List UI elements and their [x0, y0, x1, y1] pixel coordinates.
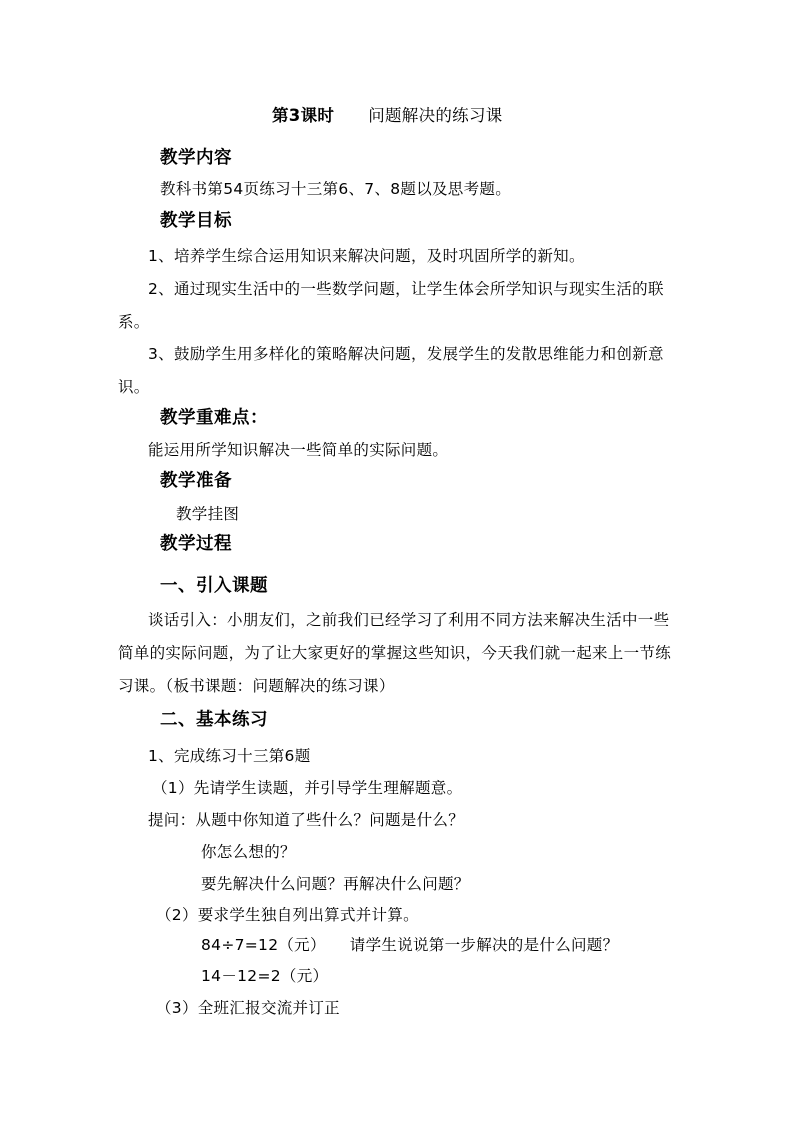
step-1: （1）先请学生读题，并引导学生理解题意。 — [152, 779, 463, 797]
calc-line-1 — [201, 935, 618, 955]
goals-heading: 教学目标 — [160, 211, 232, 231]
basic-heading: 二、基本练习 — [160, 710, 268, 730]
intro-line-2: 简单的实际问题，为了让大家更好的掌握这些知识，今天我们就一起来上一节练 — [118, 644, 672, 662]
calc-1-prompt: 请学生说说第一步解决的是什么问题？ — [349, 936, 619, 954]
calc-1: 84÷7=12（元） — [201, 936, 326, 954]
calc-2: 14－12=2（元） — [201, 967, 329, 985]
question-3: 要先解决什么问题？再解决什么问题？ — [201, 875, 470, 893]
goal-1: 1、培养学生综合运用知识来解决问题，及时巩固所学的新知。 — [148, 247, 585, 265]
lesson-number: 第3课时 — [272, 106, 335, 125]
goal-3-line-2: 识。 — [118, 378, 150, 396]
keypoints-heading: 教学重难点： — [160, 408, 268, 428]
goal-2-line-1: 2、通过现实生活中的一些数学问题，让学生体会所学知识与现实生活的联 — [148, 280, 664, 298]
prep-text: 教学挂图 — [176, 505, 240, 523]
exercise-1: 1、完成练习十三第6题 — [148, 747, 311, 765]
intro-heading: 一、引入课题 — [160, 576, 268, 596]
question-2: 你怎么想的？ — [201, 843, 296, 861]
content-text: 教科书第54页练习十三第6、7、8题以及思考题。 — [160, 180, 512, 198]
intro-line-1: 谈话引入：小朋友们，之前我们已经学习了利用不同方法来解决生活中一些 — [148, 611, 670, 629]
prep-heading: 教学准备 — [160, 471, 232, 491]
step-3: （3）全班汇报交流并订正 — [156, 999, 340, 1017]
intro-line-3: 习课。（板书课题：问题解决的练习课） — [118, 677, 395, 695]
content-heading: 教学内容 — [160, 148, 232, 168]
keypoints-text: 能运用所学知识解决一些简单的实际问题。 — [148, 441, 449, 459]
question: 提问：从题中你知道了些什么？问题是什么？ — [148, 811, 465, 829]
lesson-title — [272, 106, 503, 126]
lesson-topic: 问题解决的练习课 — [368, 106, 503, 125]
step-2: （2）要求学生独自列出算式并计算。 — [156, 906, 419, 924]
process-heading: 教学过程 — [160, 534, 232, 554]
goal-3-line-1: 3、鼓励学生用多样化的策略解决问题，发展学生的发散思维能力和创新意 — [148, 345, 664, 363]
goal-2-line-2: 系。 — [118, 313, 150, 331]
